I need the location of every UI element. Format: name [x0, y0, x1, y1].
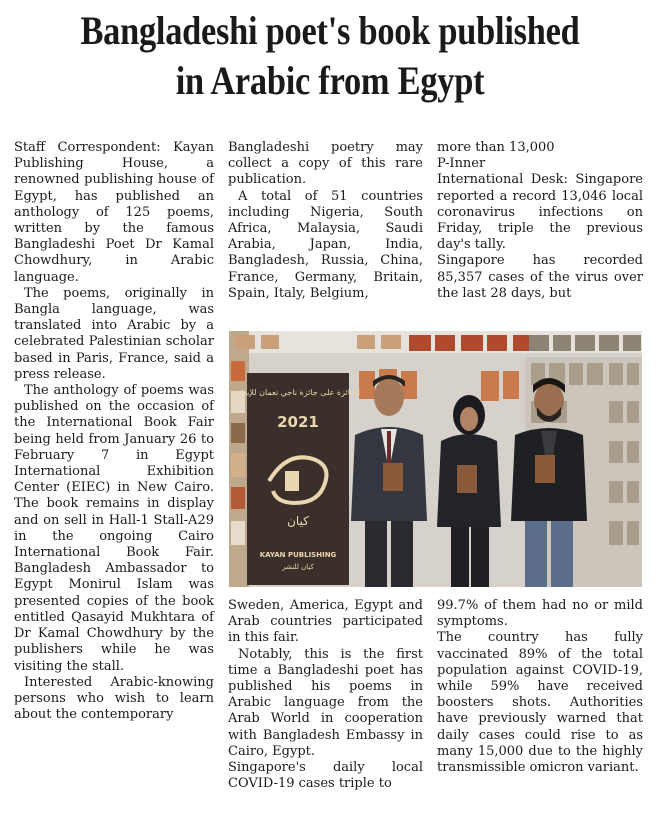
paragraph: A total of 51 countries including Nigeria, South Africa, Malaysia, Saudi Arabia, Japan, India, Bangladesh, Russia, China, France, Germany, Britain, Spain, Italy, Belgium,: [228, 188, 423, 301]
banner-caption: KAYAN PUBLISHING: [259, 551, 337, 559]
article-column-2-top: [228, 140, 423, 302]
paragraph: Sweden, America, Egypt and Arab countries participated in this fair.: [228, 598, 423, 646]
paragraph: The anthology of poems was published on the occasion of the International Book Fair being held from January 26 to February 7 in Egypt International Exhibition Center (EIEC) in New Cairo. The book remains in display and on sell in Hall-1 Stall-A29 in the ongoing Cairo International Book Fair. Bangladesh Ambassador to Egypt Monirul Islam was presented copies of the book entitled Qasayid Mukhtara of Dr Kamal Chowdhury by the publishers while he was visiting the stall.: [14, 383, 214, 674]
banner-arabic-bottom: كيان للنشر: [282, 563, 314, 571]
headline-line-2: in Arabic from Egypt: [175, 58, 485, 103]
article-column-2-bottom: [228, 598, 423, 792]
book-copy: [535, 455, 555, 483]
paragraph: 99.7% of them had no or mild symptoms.: [437, 598, 643, 630]
article-column-1: [14, 140, 214, 723]
paragraph: more than 13,000: [437, 140, 555, 155]
paragraph: Staff Correspondent: Kayan Publishing House, a renowned publishing house of Egypt, has published an anthology of 125 poems, written by the famous Bangladeshi Poet Dr Kamal Chowdhury, in Arabic language.: [14, 140, 214, 285]
paragraph: Notably, this is the first time a Bangladeshi poet has published his poems in Arabic language from the Arab World in cooperation with Bangladesh Embassy in Cairo, Egypt.: [228, 646, 423, 759]
banner-year: 2021: [277, 413, 319, 431]
article-column-3-top: [437, 140, 643, 302]
news-photo: [229, 331, 642, 587]
paragraph: Bangladeshi poetry may collect a copy of this rare publication.: [228, 140, 423, 188]
article-column-3-bottom: [437, 598, 643, 776]
paragraph: Singapore has recorded 85,357 cases of the virus over the last 28 days, but: [437, 253, 643, 301]
banner-arabic-text: الجائزة على جائزة ناجي نعمان للإبداع: [235, 388, 361, 397]
book-copy: [383, 463, 403, 491]
paragraph: Interested Arabic-knowing persons who wish to learn about the contemporary: [14, 674, 214, 723]
book-copy: [457, 465, 477, 493]
jump-reference: P-Inner: [437, 156, 486, 172]
paragraph: The country has fully vaccinated 89% of the total population against COVID-19, while 59% have received boosters shots. Authorities have previously warned that daily cases could rise to as many 15,000 due to the highly transmissible omicron variant.: [437, 630, 643, 776]
related-headline: Singapore's daily local COVID-19 cases triple to: [228, 760, 423, 792]
headline-line-1: Bangladeshi poet's book published: [80, 8, 580, 53]
paragraph: The poems, originally in Bangla language, was translated into Arabic by a celebrated Palestinian scholar based in Paris, France, said a press release.: [14, 285, 214, 382]
book-icon: [285, 471, 299, 491]
paragraph: International Desk: Singapore reported a record 13,046 local coronavirus infections on Friday, triple the previous day's tally.: [437, 172, 643, 253]
headline: [46, 6, 614, 106]
banner-logo-text: كيان: [287, 514, 309, 528]
